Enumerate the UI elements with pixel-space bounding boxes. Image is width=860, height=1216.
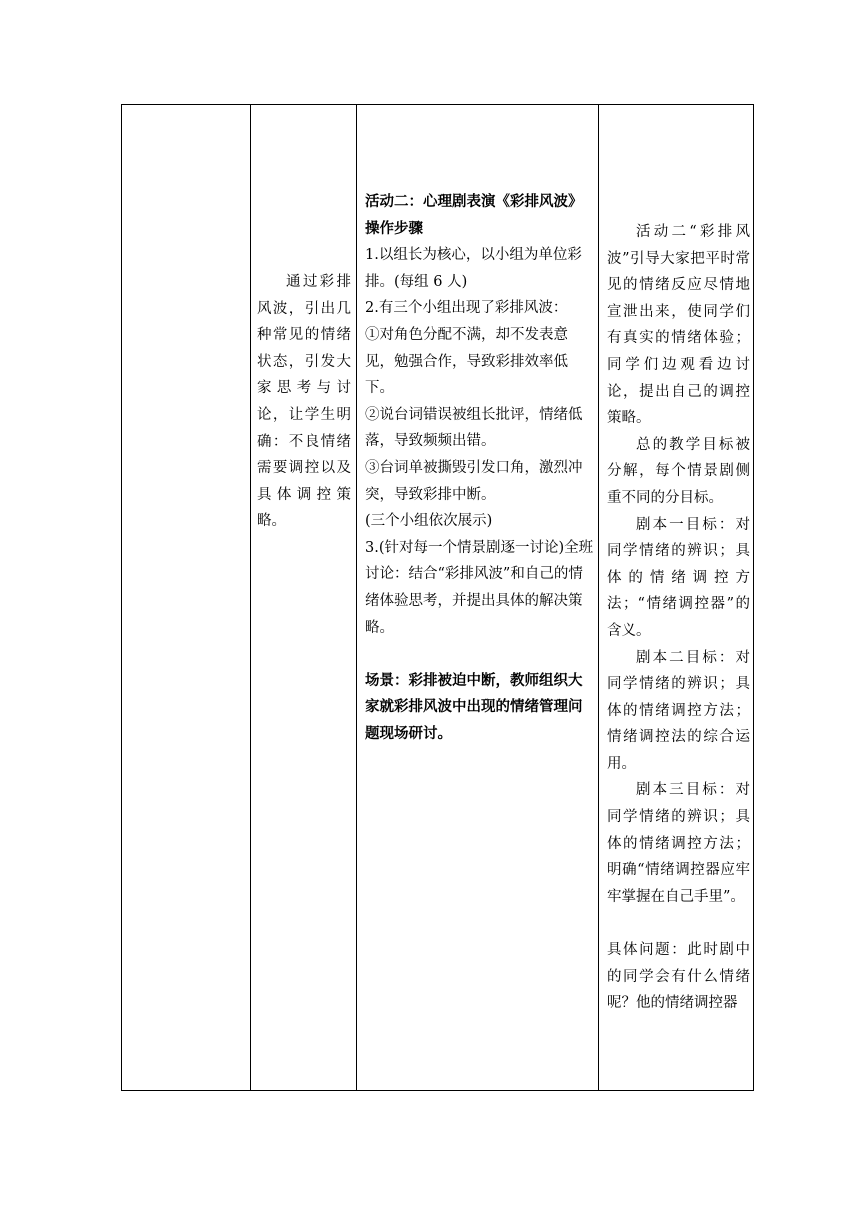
intent-paragraph-5: 剧本三目标：对同学情绪的辨识；具体的情绪调控方法；明确“情绪调控器应牢牢掌握在自己手里”。 [607, 782, 750, 905]
step-3: 3.(针对每一个情景剧逐一讨论)全班讨论：结合“彩排风波”和自己的情绪体验思考，并提出具体的解决策略。 [365, 539, 594, 636]
intent-paragraph-6: 具体问题：此时剧中的同学会有什么情绪呢？他的情绪调控器 [607, 942, 750, 1012]
display-note: (三个小组依次展示) [365, 513, 493, 530]
design-purpose-cell [251, 105, 357, 1091]
intent-paragraph-1: 活动二“彩排风波”引导大家把平时常见的情绪反应尽情地宣泄出来，使同学们有真实的情绪体验；同学们边观看边讨论，提出自己的调控策略。 [607, 224, 750, 427]
case-2: ②说台词错误被组长批评，情绪低落，导致频频出错。 [365, 406, 583, 450]
intent-paragraph-3: 剧本一目标：对同学情绪的辨识；具体的情绪调控方法；“情绪调控器”的含义。 [607, 516, 750, 639]
design-purpose-text: 通过彩排风波，引出几种常见的情绪状态，引发大家思考与讨论，让学生明确：不良情绪需要调控以及具体调控策略。 [257, 274, 351, 530]
step-2: 2.有三个小组出现了彩排风波： [365, 300, 568, 317]
step-1: 1.以组长为核心，以小组为单位彩排。(每组 6 人) [365, 247, 582, 290]
case-1: ①对角色分配不满，却不发表意见，勉强合作，导致彩排效率低下。 [365, 326, 568, 397]
intent-cell [599, 105, 754, 1091]
lesson-plan-table [121, 104, 754, 1091]
table-row [122, 105, 754, 1091]
intent-paragraph-4: 剧本二目标：对同学情绪的辨识；具体的情绪调控方法；情绪调控法的综合运用。 [607, 649, 750, 772]
activity-cell [357, 105, 599, 1091]
steps-heading: 操作步骤 [365, 219, 423, 237]
scene-text: 场景：彩排被迫中断，教师组织大家就彩排风波中出现的情绪管理问题现场研讨。 [365, 671, 583, 742]
case-3: ③台词单被撕毁引发口角，激烈冲突，导致彩排中断。 [365, 459, 583, 503]
empty-cell [122, 105, 251, 1091]
intent-paragraph-2: 总的教学目标被分解，每个情景剧侧重不同的分目标。 [607, 436, 750, 506]
activity-title: 活动二：心理剧表演《彩排风波》 [365, 193, 583, 210]
